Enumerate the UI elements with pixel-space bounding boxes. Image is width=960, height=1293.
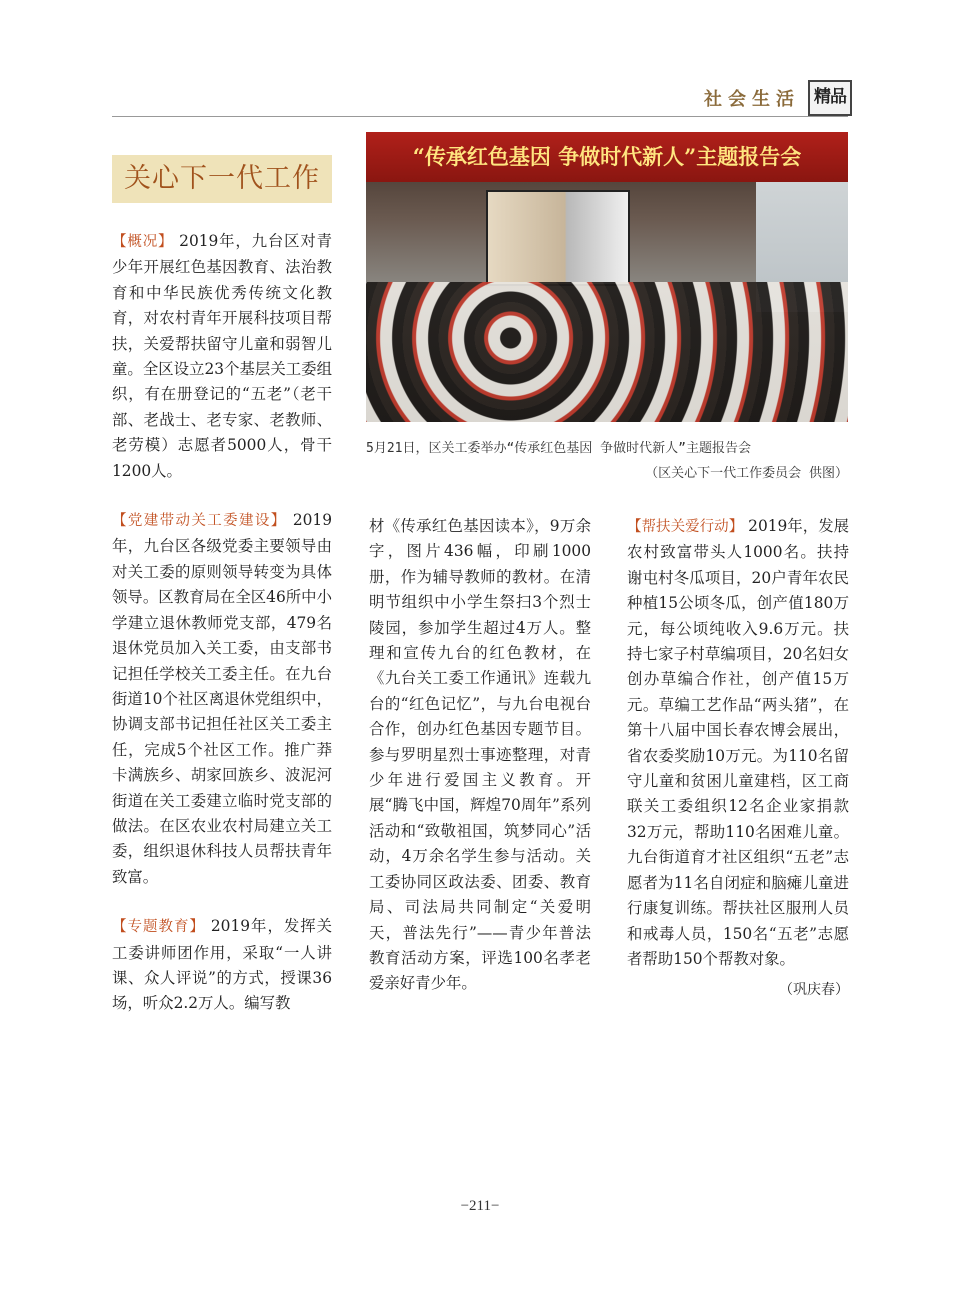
paragraph-overview [112, 229, 332, 484]
header-category: 社会生活 [704, 89, 800, 110]
header-rule [112, 116, 848, 117]
paragraph-support [627, 514, 849, 972]
text-topic-2: 材《传承红色基因读本》，9万余字，图片436幅，印刷1000册，作为辅导教师的教材。在清明节组织中小学生祭扫3个烈士陵园，参加学生超过4万人。整理和宣传九台的红色教材，在《九台关工委工作通讯》连载九台的“红色记忆”，与九台电视台合作，创办红色基因专题节目。参与罗明星烈士事迹整理，对青少年进行爱国主义教育。开展“腾飞中国，辉煌70周年”系列活动和“致敬祖国，筑梦同心”活动，4万余名学生参与活动。关工委协同区政法委、团委、教育局、司法局共同制定“关爱明天，普法先行”——青少年普法教育活动方案，评选100名孝老爱亲好青少年。 [369, 517, 591, 993]
photo-caption [366, 436, 848, 486]
caption-text: 5月21日，区关工委举办“传承红色基因 争做时代新人”主题报告会 [366, 441, 751, 456]
photo-banner: “传承红色基因 争做时代新人”主题报告会 [366, 132, 848, 182]
caption-credit: （区关心下一代工作委员会 供图） [645, 466, 848, 481]
lead-party: 【党建带动关工委建设】 [112, 513, 287, 530]
paragraph-party [112, 508, 332, 890]
text-party: 2019年，九台区各级党委主要领导由对关工委的原则领导转变为具体领导。区教育局在全区46所中小学建立退休教师党支部，479名退休党员加入关工委，由支部书记担任学校关工委主任。在九台街道10个社区离退休党组织中，协调支部书记担任社区关工委主任，完成5个社区工作。推广莽卡满族乡、胡家回族乡、波泥河街道在关工委建立临时党支部的做法。在区农业农村局建立关工委，组织退休科技人员帮扶青年致富。 [112, 511, 333, 886]
header-logo: 精品 [808, 80, 852, 116]
paragraph-topic [112, 914, 332, 1017]
text-support: 2019年，发展农村致富带头人1000名。扶持谢屯村冬瓜项目，20户青年农民种植15公顷冬瓜，创产值180万元，每公顷纯收入9.6万元。扶持七家子村草编项目，20名妇女创办草编合作社，创产值15万元。草编工艺作品“两头猪”，在第十八届中国长春农博会展出，省农委奖励10万元。为110名留守儿童和贫困儿童建档，区工商联关工委组织12名企业家捐款32万元，帮助110名困难儿童。九台街道育才社区组织“五老”志愿者为11名自闭症和脑瘫儿童进行康复训练。帮扶社区服刑人员和戒毒人员，150名“五老”志愿者帮助150个帮教对象。 [627, 517, 850, 968]
column-2 [369, 514, 591, 997]
author-signature: （巩庆春） [779, 982, 849, 999]
projection-screen [486, 190, 630, 286]
text-topic-1: 2019年，发挥关工委讲师团作用，采取“一人讲课、众人评说”的方式，授课36场，听众2.2万人。编写教 [112, 917, 333, 1013]
lead-support: 【帮扶关爱行动】 [627, 519, 744, 535]
lead-overview: 【概况】 [112, 234, 174, 250]
student-audience [366, 282, 848, 422]
section-title: 关心下一代工作 [112, 155, 332, 203]
column-1 [112, 229, 332, 1017]
lead-topic: 【专题教育】 [112, 919, 205, 936]
report-meeting-photo [366, 132, 848, 422]
page-number: −211− [460, 1198, 500, 1214]
text-overview: 2019年，九台区对青少年开展红色基因教育、法治教育和中华民族优秀传统文化教育，对农村青年开展科技项目帮扶，关爱帮扶留守儿童和弱智儿童。全区设立23个基层关工委组织，有在册登记的“五老”（老干部、老战士、老专家、老教师、老劳模）志愿者5000人，骨干1200人。 [112, 232, 333, 480]
column-3 [627, 514, 849, 1004]
